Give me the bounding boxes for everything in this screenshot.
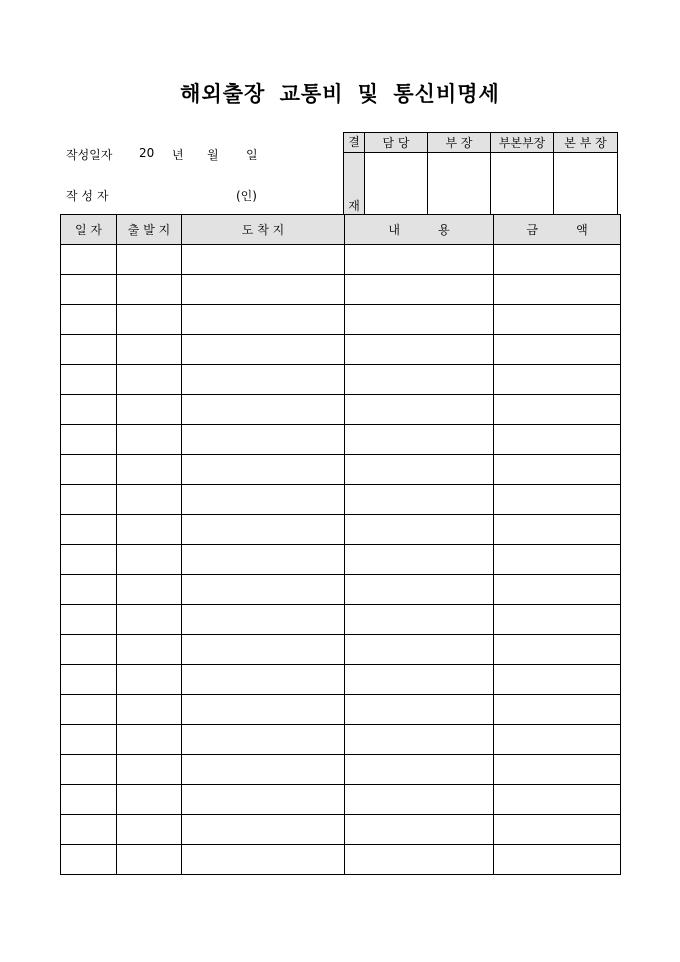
arrival-cell[interactable]	[182, 395, 345, 425]
date-cell[interactable]	[61, 695, 117, 725]
departure-cell[interactable]	[117, 665, 182, 695]
date-cell[interactable]	[61, 665, 117, 695]
arrival-cell[interactable]	[182, 665, 345, 695]
arrival-cell[interactable]	[182, 335, 345, 365]
description-cell[interactable]	[345, 515, 494, 545]
amount-cell[interactable]	[494, 515, 621, 545]
date-cell[interactable]	[61, 605, 117, 635]
date-cell[interactable]	[61, 485, 117, 515]
date-cell[interactable]	[61, 755, 117, 785]
departure-cell[interactable]	[117, 605, 182, 635]
description-cell[interactable]	[345, 425, 494, 455]
table-row	[61, 725, 621, 755]
year-label: 년	[172, 148, 184, 162]
description-cell[interactable]	[345, 815, 494, 845]
amount-cell[interactable]	[494, 305, 621, 335]
arrival-cell[interactable]	[182, 425, 345, 455]
description-cell[interactable]	[345, 275, 494, 305]
arrival-cell[interactable]	[182, 305, 345, 335]
table-row	[61, 275, 621, 305]
amount-cell[interactable]	[494, 815, 621, 845]
date-cell[interactable]	[61, 575, 117, 605]
departure-cell[interactable]	[117, 305, 182, 335]
table-row	[61, 635, 621, 665]
table-row	[61, 485, 621, 515]
amount-cell[interactable]	[494, 695, 621, 725]
amount-cell[interactable]	[494, 785, 621, 815]
departure-cell[interactable]	[117, 425, 182, 455]
description-cell[interactable]	[345, 755, 494, 785]
description-cell[interactable]	[345, 305, 494, 335]
table-row	[61, 515, 621, 545]
date-cell[interactable]	[61, 425, 117, 455]
header-date: 일 자	[61, 215, 117, 245]
seal-label: (인)	[236, 189, 257, 203]
description-cell[interactable]	[345, 605, 494, 635]
table-row	[61, 245, 621, 275]
arrival-cell[interactable]	[182, 815, 345, 845]
departure-cell[interactable]	[117, 785, 182, 815]
table-header-row	[61, 215, 621, 245]
amount-cell[interactable]	[494, 335, 621, 365]
arrival-cell[interactable]	[182, 545, 345, 575]
date-cell[interactable]	[61, 365, 117, 395]
sign-box-bubonbujang[interactable]	[491, 153, 554, 215]
departure-cell[interactable]	[117, 755, 182, 785]
header-departure: 출 발 지	[117, 215, 182, 245]
amount-cell[interactable]	[494, 545, 621, 575]
amount-cell[interactable]	[494, 755, 621, 785]
arrival-cell[interactable]	[182, 515, 345, 545]
approval-jae: 재	[344, 153, 365, 215]
arrival-cell[interactable]	[182, 275, 345, 305]
approval-box	[343, 132, 618, 215]
date-cell[interactable]	[61, 305, 117, 335]
date-cell[interactable]	[61, 455, 117, 485]
description-cell[interactable]	[345, 785, 494, 815]
description-cell[interactable]	[345, 365, 494, 395]
table-row	[61, 815, 621, 845]
amount-cell[interactable]	[494, 425, 621, 455]
writer-label: 작 성 자	[66, 189, 109, 203]
role-bubonbujang: 부본부장	[491, 133, 554, 153]
day-label: 일	[246, 148, 258, 162]
document-title: 해외출장 교통비 및 통신비명세	[180, 81, 500, 106]
amount-cell[interactable]	[494, 605, 621, 635]
amount-cell[interactable]	[494, 455, 621, 485]
departure-cell[interactable]	[117, 725, 182, 755]
arrival-cell[interactable]	[182, 575, 345, 605]
description-cell[interactable]	[345, 455, 494, 485]
date-label: 작성일자	[66, 148, 113, 162]
sign-box-bujang[interactable]	[428, 153, 491, 215]
arrival-cell[interactable]	[182, 845, 345, 875]
table-row	[61, 605, 621, 635]
sign-box-bonbujang[interactable]	[554, 153, 618, 215]
description-cell[interactable]	[345, 575, 494, 605]
date-cell[interactable]	[61, 245, 117, 275]
date-cell[interactable]	[61, 635, 117, 665]
date-cell[interactable]	[61, 545, 117, 575]
role-bonbujang: 본 부 장	[554, 133, 618, 153]
date-cell[interactable]	[61, 335, 117, 365]
departure-cell[interactable]	[117, 245, 182, 275]
table-row	[61, 455, 621, 485]
departure-cell[interactable]	[117, 635, 182, 665]
approval-kyul: 결	[344, 133, 365, 153]
date-cell[interactable]	[61, 725, 117, 755]
departure-cell[interactable]	[117, 545, 182, 575]
date-cell[interactable]	[61, 515, 117, 545]
arrival-cell[interactable]	[182, 725, 345, 755]
description-cell[interactable]	[345, 335, 494, 365]
departure-cell[interactable]	[117, 575, 182, 605]
description-cell[interactable]	[345, 485, 494, 515]
amount-cell[interactable]	[494, 575, 621, 605]
role-damdang: 담 당	[365, 133, 428, 153]
table-row	[61, 545, 621, 575]
amount-cell[interactable]	[494, 665, 621, 695]
table-row	[61, 845, 621, 875]
table-row	[61, 695, 621, 725]
role-bujang: 부 장	[428, 133, 491, 153]
amount-cell[interactable]	[494, 845, 621, 875]
departure-cell[interactable]	[117, 845, 182, 875]
departure-cell[interactable]	[117, 485, 182, 515]
date-cell[interactable]	[61, 275, 117, 305]
departure-cell[interactable]	[117, 335, 182, 365]
arrival-cell[interactable]	[182, 245, 345, 275]
departure-cell[interactable]	[117, 275, 182, 305]
amount-cell[interactable]	[494, 725, 621, 755]
description-cell[interactable]	[345, 665, 494, 695]
amount-cell[interactable]	[494, 635, 621, 665]
arrival-cell[interactable]	[182, 365, 345, 395]
table-row	[61, 395, 621, 425]
arrival-cell[interactable]	[182, 785, 345, 815]
expense-table	[60, 214, 621, 875]
date-cell[interactable]	[61, 845, 117, 875]
year-prefix: 20	[139, 146, 155, 160]
header-amount: 금 액	[494, 215, 621, 245]
departure-cell[interactable]	[117, 395, 182, 425]
table-row	[61, 335, 621, 365]
description-cell[interactable]	[345, 845, 494, 875]
table-row	[61, 425, 621, 455]
description-cell[interactable]	[345, 635, 494, 665]
arrival-cell[interactable]	[182, 635, 345, 665]
amount-cell[interactable]	[494, 365, 621, 395]
table-row	[61, 665, 621, 695]
arrival-cell[interactable]	[182, 695, 345, 725]
arrival-cell[interactable]	[182, 455, 345, 485]
date-cell[interactable]	[61, 815, 117, 845]
date-cell[interactable]	[61, 395, 117, 425]
departure-cell[interactable]	[117, 815, 182, 845]
departure-cell[interactable]	[117, 695, 182, 725]
table-row	[61, 755, 621, 785]
header-description: 내 용	[345, 215, 494, 245]
description-cell[interactable]	[345, 695, 494, 725]
header-arrival: 도 착 지	[182, 215, 345, 245]
table-row	[61, 575, 621, 605]
description-cell[interactable]	[345, 395, 494, 425]
arrival-cell[interactable]	[182, 485, 345, 515]
description-cell[interactable]	[345, 245, 494, 275]
amount-cell[interactable]	[494, 485, 621, 515]
arrival-cell[interactable]	[182, 755, 345, 785]
departure-cell[interactable]	[117, 365, 182, 395]
description-cell[interactable]	[345, 545, 494, 575]
amount-cell[interactable]	[494, 245, 621, 275]
amount-cell[interactable]	[494, 275, 621, 305]
table-row	[61, 785, 621, 815]
departure-cell[interactable]	[117, 515, 182, 545]
amount-cell[interactable]	[494, 395, 621, 425]
month-label: 월	[207, 148, 219, 162]
departure-cell[interactable]	[117, 455, 182, 485]
description-cell[interactable]	[345, 725, 494, 755]
sign-box-damdang[interactable]	[365, 153, 428, 215]
table-row	[61, 365, 621, 395]
arrival-cell[interactable]	[182, 605, 345, 635]
table-row	[61, 305, 621, 335]
date-cell[interactable]	[61, 785, 117, 815]
